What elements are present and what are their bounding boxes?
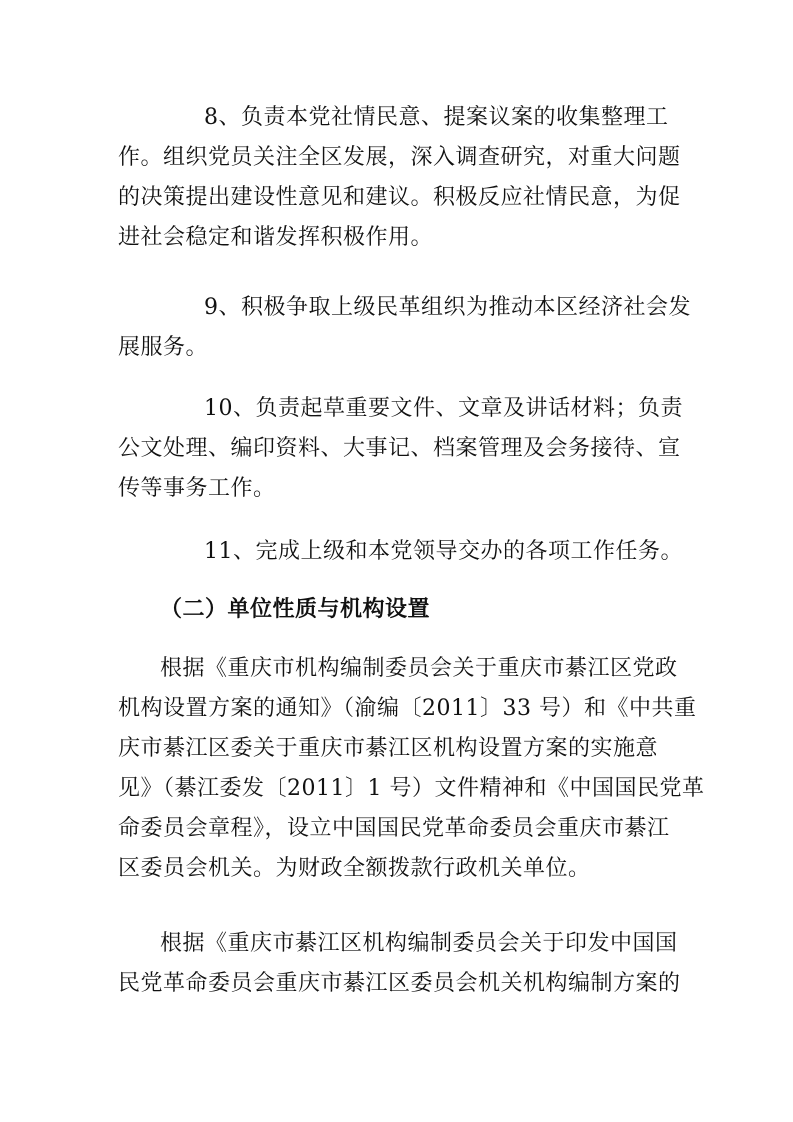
text-line: 庆市綦江区委关于重庆市綦江区机构设置方案的实施意	[118, 736, 659, 761]
text-line: 根据《重庆市机构编制委员会关于重庆市綦江区党政	[160, 656, 678, 681]
paragraph-basis-2	[118, 924, 681, 1004]
paragraph-duty-8	[118, 98, 681, 258]
text-line: 见》（綦江委发〔2011〕1 号）文件精神和《中国国民党革	[118, 776, 705, 801]
paragraph-duty-10	[118, 389, 683, 509]
text-line: 9、积极争取上级民革组织为推动本区经济社会发	[204, 295, 691, 320]
text-line: 作。组织党员关注全区发展，深入调查研究，对重大问题	[118, 145, 681, 170]
text-line: 根据《重庆市綦江区机构编制委员会关于印发中国国	[160, 931, 678, 956]
paragraph-duty-9	[118, 288, 691, 368]
text-line: 命委员会章程》，设立中国国民党革命委员会重庆市綦江	[118, 816, 670, 841]
text-line: 展服务。	[118, 335, 209, 360]
text-line: 机构设置方案的通知》（渝编〔2011〕33 号）和《中共重	[118, 696, 697, 721]
text-line: 民党革命委员会重庆市綦江区委员会机关机构编制方案的	[118, 971, 681, 996]
text-line: 11、完成上级和本党领导交办的各项工作任务。	[204, 539, 683, 564]
text-line: 10、负责起草重要文件、文章及讲话材料；负责	[204, 396, 683, 421]
paragraph-duty-11	[118, 532, 683, 572]
text-line: 8、负责本党社情民意、提案议案的收集整理工	[204, 105, 669, 130]
text-line: 进社会稳定和谐发挥积极作用。	[118, 225, 434, 250]
text-line: 的决策提出建设性意见和建议。积极反应社情民意，为促	[118, 185, 681, 210]
section-heading: （二）单位性质与机构设置	[160, 597, 431, 622]
text-line: 传等事务工作。	[118, 476, 276, 501]
paragraph-basis-1	[118, 649, 705, 889]
text-line: 区委员会机关。为财政全额拨款行政机关单位。	[118, 856, 591, 881]
text-line: 公文处理、编印资料、大事记、档案管理及会务接待、宣	[118, 436, 681, 461]
